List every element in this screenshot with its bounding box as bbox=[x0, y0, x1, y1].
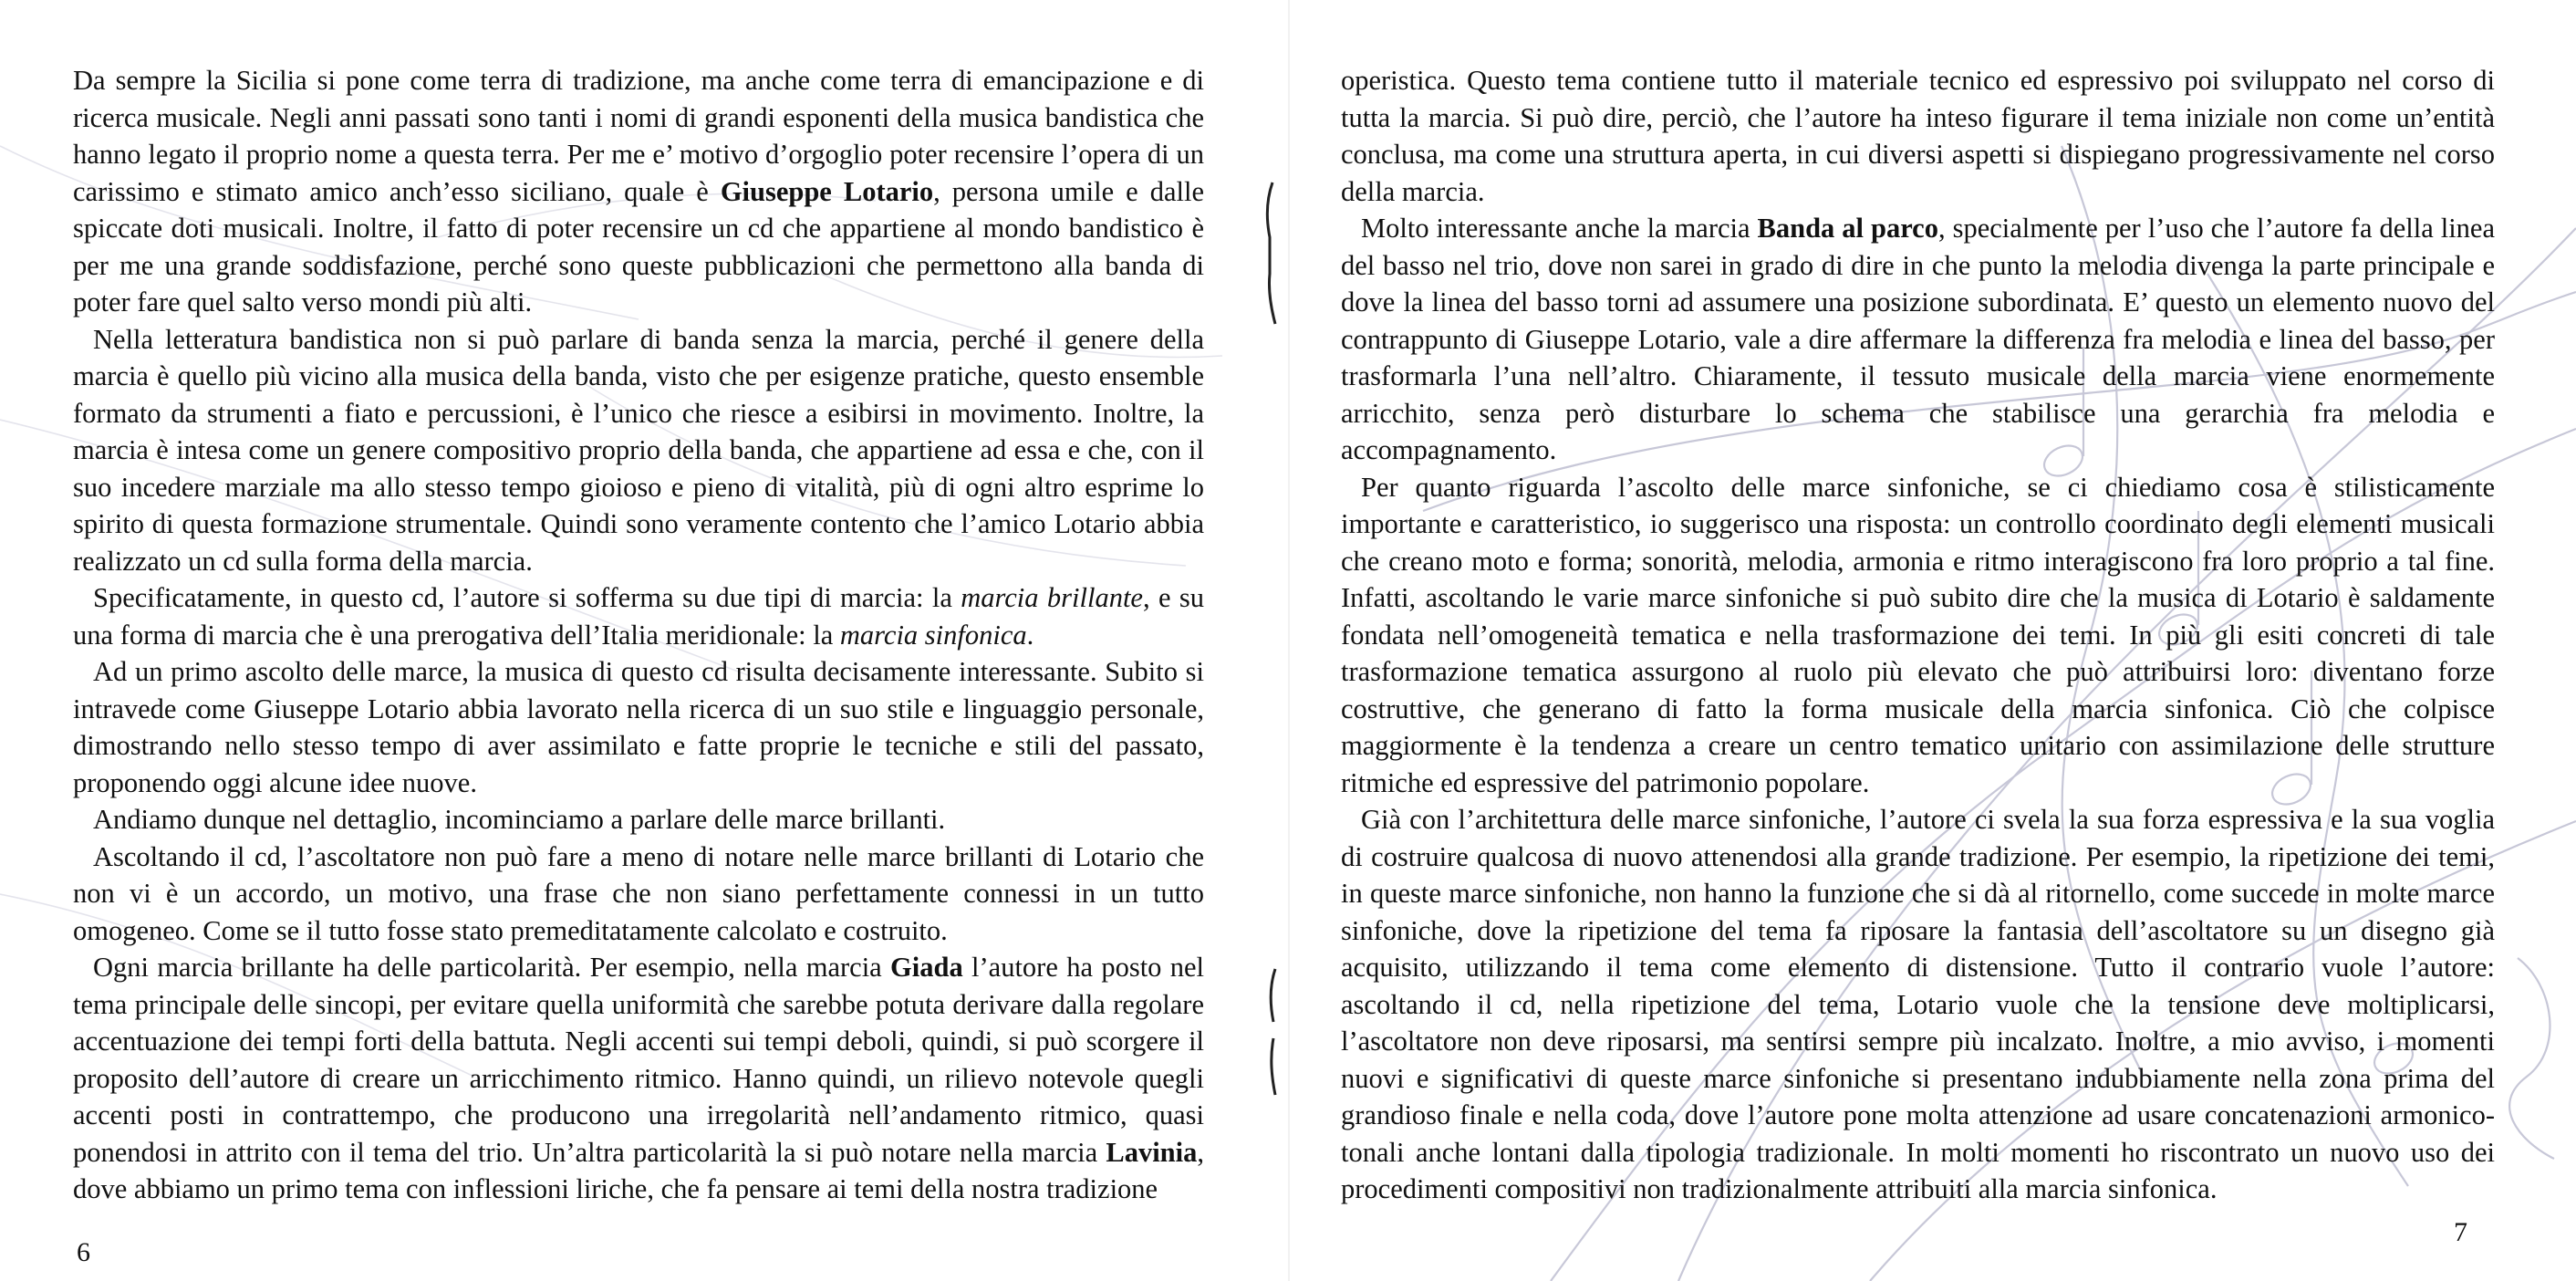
left-page-number: 6 bbox=[77, 1237, 90, 1267]
page-gutter bbox=[1288, 0, 1290, 1281]
text-run: operistica. Questo tema contiene tutto il materiale tecnico ed espressivo poi sviluppato nel corso di tutta la marcia. Si può dire, perciò, che l’autore ha inteso figurare il tema iniziale non come un’entità conclusa, ma come una struttura aperta, in cui diversi aspetti si dispiegano progressivamente nel corso della marcia. bbox=[1341, 65, 2495, 207]
paragraph bbox=[73, 579, 1204, 653]
text-run: Già con l’architettura delle marce sinfoniche, l’autore ci svela la sua forza espressiva e la sua voglia di costruire qualcosa di nuovo attenendosi alla grande tradizione. Per esempio, la ripetizione dei temi, in queste marce sinfoniche, non hanno la funzione che si dà al ritornello, come succede in molte marce sinfoniche, dove la ripetizione del tema fa riposare la fantasia dell’ascoltatore su un disegno già acquisito, utilizzando il tema come elemento di distensione. Tutto il contrario vuole l’autore: ascoltando il cd, nella ripetizione del tema, Lotario vuole che la tensione deve moltiplicarsi, l’ascoltatore non deve riposarsi, ma sentirsi sempre più incalzato. Inoltre, a mio avviso, i momenti nuovi e significativi di queste marce sinfoniche si presentano indubbiamente nella zona prima del grandioso finale e nella coda, dove l’autore pone molta attenzione ad usare concatenazioni armonico-tonali anche lontani dalla tipologia tradizionale. In molti momenti ho riscontrato un nuovo uso dei procedimenti compositivi non tradizionalmente attribuiti alla marcia sinfonica. bbox=[1341, 804, 2495, 1204]
text-run: Da sempre la Sicilia si pone come terra di tradizione, ma anche come terra di emancipazione e di ricerca musicale. Negli anni passati sono tanti i nomi di grandi esponenti della musica bandistica che hanno legato il proprio nome a questa terra. Per me e’ motivo d’orgoglio poter recensire l’opera di un carissimo e stimato amico anch’esso siciliano, quale è bbox=[73, 65, 1204, 207]
text-run: , e su una forma di marcia che è una prerogativa dell’Italia meridionale: la bbox=[73, 582, 1204, 651]
text-run: Ascoltando il cd, l’ascoltatore non può fare a meno di notare nelle marce brillanti di Lotario che non vi è un accordo, un motivo, una frase che non siano perfettamente connessi in un tutto omogeneo. Come se il tutto fosse stato premeditatamente calcolato e costruito. bbox=[73, 840, 1204, 946]
paragraph bbox=[1341, 210, 2495, 469]
paragraph bbox=[73, 321, 1204, 580]
paragraph bbox=[1341, 62, 2495, 210]
text-run: Nella letteratura bandistica non si può parlare di banda senza la marcia, perché il genere della marcia è quello più vicino alla musica della banda, visto che per esigenze pratiche, questo ensemble formato da strumenti a fiato e percussioni, è l’unico che riesce a esibirsi in movimento. Inoltre, la marcia è intesa come un genere compositivo proprio della banda, che appartiene ad essa e che, con il suo incedere marziale ma allo stesso tempo gioioso e pieno di vitalità, più di ogni altro esprime lo spirito di questa formazione strumentale. Quindi sono veramente contento che l’amico Lotario abbia realizzato un cd sulla forma della marcia. bbox=[73, 323, 1204, 577]
paragraph bbox=[73, 62, 1204, 321]
bold-title: Lavinia bbox=[1106, 1136, 1198, 1168]
text-run: Molto interessante anche la marcia bbox=[1361, 213, 1758, 244]
text-run: l’autore ha posto nel tema principale delle sincopi, per evitare quella uniformità che sarebbe potuta derivare dalla regolare accentuazione dei tempi forti della battuta. Negli accenti sui tempi deboli, quindi, si può scorgere il proposito dell’autore di creare un arricchimento ritmico. Hanno quindi, un rilievo notevole quegli accenti posti in contrattempo, che producono una irregolarità nell’andamento ritmico, quasi ponendosi in attrito con il tema del trio. Un’altra particolarità la si può notare nella marcia bbox=[73, 952, 1205, 1168]
bold-title: Giuseppe Lotario bbox=[720, 175, 934, 207]
text-run: Ad un primo ascolto delle marce, la musica di questo cd risulta decisamente interessante. Subito si intravede come Giuseppe Lotario abbia lavorato nella ricerca di un suo stile e linguaggio personale, dimostrando nello stesso tempo di aver assimilato e fatte proprie le tecniche e stili del passato, proponendo oggi alcune idee nuove. bbox=[73, 656, 1204, 798]
text-run: , dove abbiamo un primo tema con inflessioni liriche, che fa pensare ai temi della nostra tradizione bbox=[73, 1136, 1204, 1204]
text-run: . bbox=[1026, 619, 1034, 651]
text-run: Specificatamente, in questo cd, l’autore si sofferma su due tipi di marcia: la bbox=[93, 582, 961, 613]
italic-term: marcia sinfonica bbox=[839, 619, 1027, 651]
right-page-body bbox=[1341, 62, 2495, 1208]
paragraph bbox=[1341, 469, 2495, 802]
text-run: , persona umile e dalle spiccate doti musicali. Inoltre, il fatto di poter recensire un cd che appartiene al mondo bandistico è per me una grande soddisfazione, perché sono queste pubblicazioni che permettono alla banda di poter fare quel salto verso mondi più alti. bbox=[73, 175, 1205, 318]
text-run: , specialmente per l’uso che l’autore fa della linea del basso nel trio, dove non sarei in grado di dire in che punto la melodia divenga la parte principale e dove la linea del basso torni ad assumere una posizione subordinata. E’ questo un elemento nuovo del contrappunto di Giuseppe Lotario, vale a dire affermare la differenza fra melodia e linea del basso, per trasformarla l’una nell’altro. Chiaramente, il tessuto musicale della marcia viene enormemente arricchito, senza però disturbare lo schema che stabilisce una gerarchia fra melodia e accompagnamento. bbox=[1341, 213, 2496, 465]
bold-title: Giada bbox=[890, 952, 963, 983]
text-run: Per quanto riguarda l’ascolto delle marce sinfoniche, se ci chiediamo cosa è stilisticamente importante e caratteristico, io suggerisco una risposta: un controllo coordinato degli elementi musicali che creano moto e forma; sonorità, melodia, armonia e ritmo interagiscono fra loro proprio a tal fine. Infatti, ascoltando le varie marce sinfoniche si può subito dire che la musica di Lotario è saldamente fondata nell’omogeneità tematica e nella trasformazione dei temi. In più gli esiti concreti di tale trasformazione tematica assurgono al ruolo più elevato che può attribuirsi loro: diventano forze costruttive, che generano di fatto la forma musicale della marcia sinfonica. Ciò che colpisce maggiormente è la tendenza a creare un centro tematico unitario con assimilazione delle strutture ritmiche ed espressive del patrimonio popolare. bbox=[1341, 471, 2495, 798]
paragraph bbox=[73, 838, 1204, 950]
text-run: Andiamo dunque nel dettaglio, incominciamo a parlare delle marce brillanti. bbox=[93, 804, 946, 835]
bold-title: Banda al parco bbox=[1757, 213, 1938, 244]
paragraph bbox=[1341, 801, 2495, 1208]
right-page-number: 7 bbox=[2454, 1217, 2467, 1247]
paragraph bbox=[73, 949, 1204, 1208]
text-run: Ogni marcia brillante ha delle particolarità. Per esempio, nella marcia bbox=[93, 952, 891, 983]
left-page-body bbox=[73, 62, 1204, 1208]
paragraph bbox=[73, 653, 1204, 801]
paragraph bbox=[73, 801, 1204, 838]
italic-term: marcia brillante bbox=[961, 582, 1143, 613]
